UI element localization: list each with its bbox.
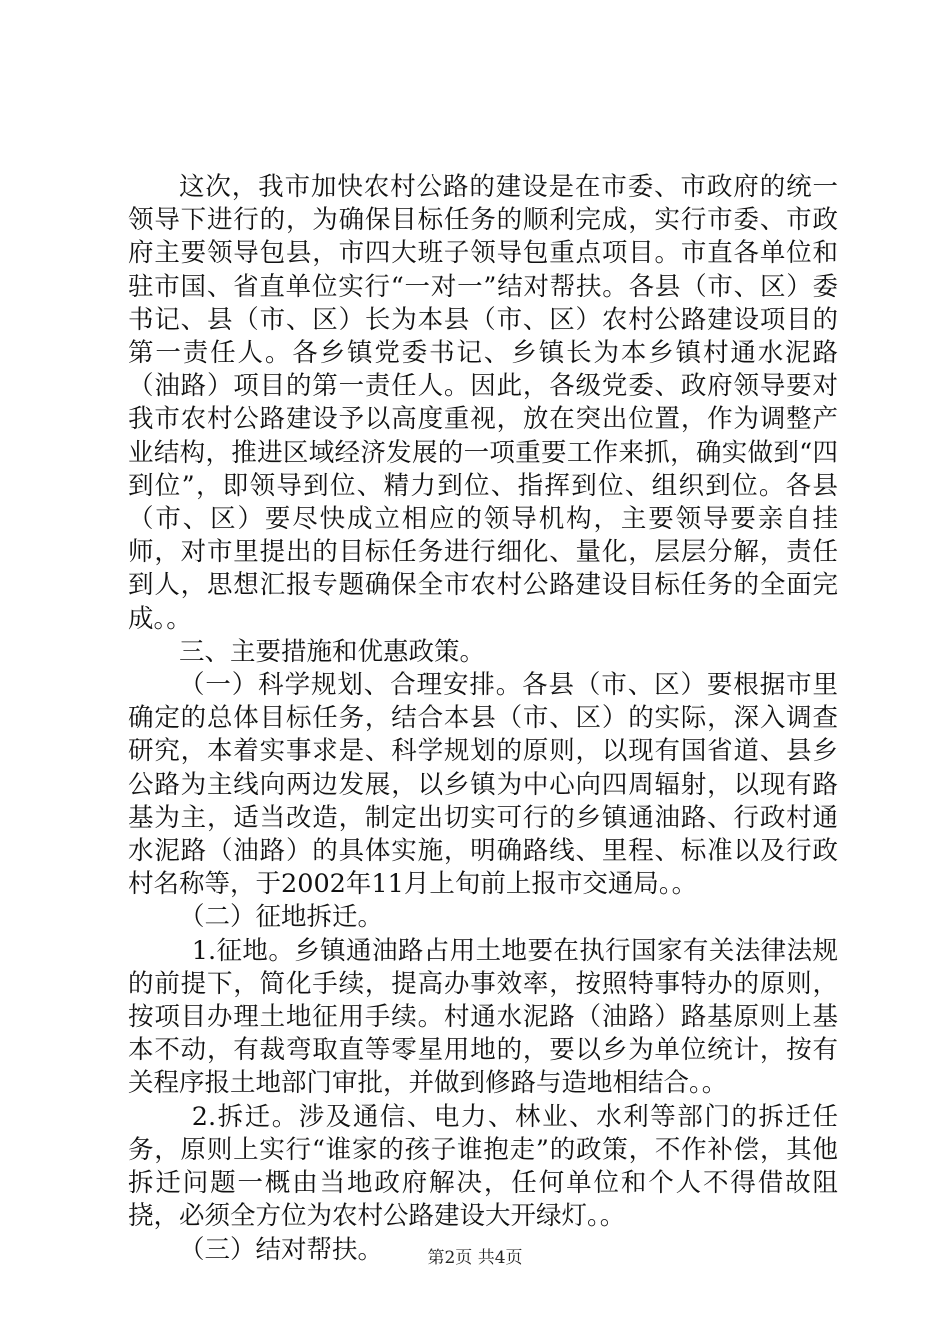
subheading-land-demolition: （二）征地拆迁。 [179,902,384,933]
document-body [128,171,838,1267]
subheading-pairing-assistance: （三）结对帮扶。 [179,1234,384,1265]
paragraph-leadership: 这次，我市加快农村公路的建设是在市委、市政府的统一领导下进行的，为确保目标任务的顺利完成，实行市委、市政府主要领导包县，市四大班子领导包重点项目。市直各单位和驻市国、省直单位实行“一对一”结对帮扶。各县（市、区）委书记、县（市、区）长为本县（市、区）农村公路建设项目的第一责任人。各乡镇党委书记、乡镇长为本乡镇村通水泥路（油路）项目的第一责任人。因此，各级党委、政府领导要对我市农村公路建设予以高度重视，放在突出位置，作为调整产业结构，推进区域经济发展的一项重要工作来抓，确实做到“四到位”，即领导到位、精力到位、指挥到位、组织到位。各县（市、区）要尽快成立相应的领导机构，主要领导要亲自挂师，对市里提出的目标任务进行细化、量化，层层分解，责任到人，思想汇报专题确保全市农村公路建设目标任务的全面完成。。 [128,172,838,634]
paragraph-planning: （一）科学规划、合理安排。各县（市、区）要根据市里确定的总体目标任务，结合本县（市、区）的实际，深入调查研究，本着实事求是、科学规划的原则，以现有国省道、县乡公路为主线向两边发展，以乡镇为中心向四周辐射，以现有路基为主，适当改造，制定出切实可行的乡镇通油路、行政村通水泥路（油路）的具体实施，明确路线、里程、标准以及行政村名称等，于2002年11月上旬前上报市交通局。。 [128,670,838,900]
paragraph-land-acquisition: 1.征地。乡镇通油路占用土地要在执行国家有关法律法规的前提下，简化手续，提高办事效率，按照特事特办的原则，按项目办理土地征用手续。村通水泥路（油路）路基原则上基本不动，有裁弯取直等零星用地的，要以乡为单位统计，按有关程序报土地部门审批，并做到修路与造地相结合。。 [128,935,838,1099]
page-number-footer: 第2页 共4页 [427,1248,523,1268]
paragraph-demolition: 2.拆迁。涉及通信、电力、林业、水利等部门的拆迁任务，原则上实行“谁家的孩子谁抱走”的政策，不作补偿，其他拆迁问题一概由当地政府解决，任何单位和个人不得借故阻挠，必须全方位为农村公路建设大开绿灯。。 [128,1101,838,1232]
section-heading-measures: 三、主要措施和优惠政策。 [179,636,486,667]
